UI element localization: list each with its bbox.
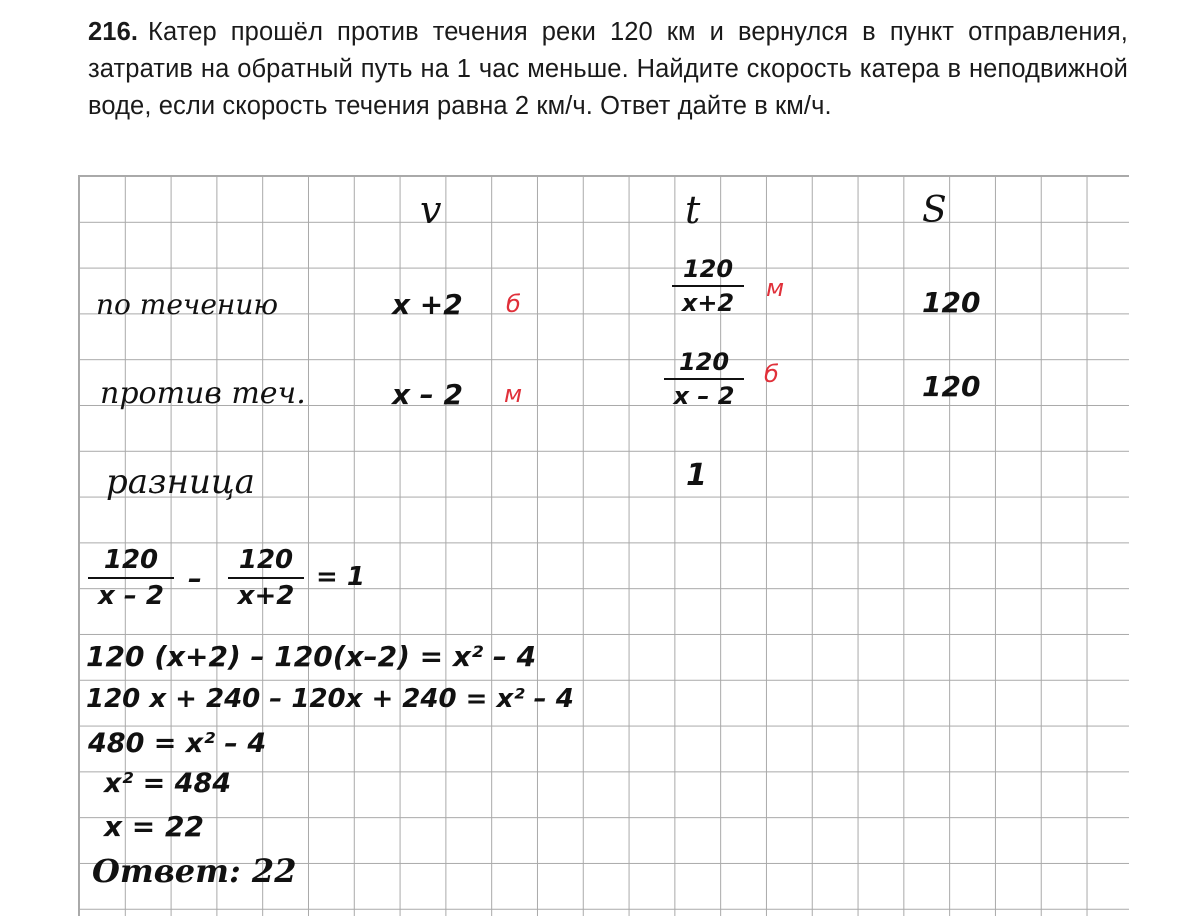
solution-line-4: 480 = x² – 4 xyxy=(88,728,267,759)
fraction-bar xyxy=(88,577,174,579)
eq1-minus: – xyxy=(188,562,202,595)
row1-t-denominator: x+2 xyxy=(681,289,735,317)
problem-number: 216. xyxy=(88,18,139,46)
solution-answer: Ответ: 22 xyxy=(92,852,297,890)
row1-v-mark: б xyxy=(506,290,521,318)
problem-text: Катер прошёл против течения реки 120 км и вернулся в пункт отправления, затратив на обратный путь на 1 час меньше. Найдите скорость катера в неподвижной воде, если скорость течения равна 2 км/ч. Ответ дайте в км/ч. xyxy=(88,18,1128,120)
fraction-bar xyxy=(228,577,304,579)
header-s: S xyxy=(922,190,947,231)
header-v: v xyxy=(420,188,442,232)
row2-t-denominator: x – 2 xyxy=(673,382,735,410)
row1-label: по течению xyxy=(96,288,279,321)
row2-label: против теч. xyxy=(100,376,306,411)
row1-s: 120 xyxy=(922,286,981,319)
row2-v: x – 2 xyxy=(392,378,464,411)
row2-s: 120 xyxy=(922,370,981,403)
eq1-rhs: = 1 xyxy=(316,562,365,592)
row1-t-fraction xyxy=(672,255,744,317)
row1-v: x +2 xyxy=(392,288,463,321)
fraction-bar xyxy=(672,285,744,287)
solution-line-3: 120 x + 240 – 120x + 240 = x² – 4 xyxy=(86,684,574,714)
row1-t-mark: м xyxy=(766,274,785,302)
eq1-f2-numerator: 120 xyxy=(238,545,294,575)
row2-t-mark: б xyxy=(764,360,779,388)
solution-line-2: 120 (x+2) – 120(x–2) = x² – 4 xyxy=(86,640,537,673)
eq1-fraction-2 xyxy=(228,545,304,611)
problem-statement xyxy=(88,14,1128,125)
row2-t-fraction xyxy=(664,348,744,410)
eq1-f1-numerator: 120 xyxy=(103,545,159,575)
row1-t-numerator: 120 xyxy=(682,255,734,283)
row2-v-mark: м xyxy=(504,380,523,408)
row3-t: 1 xyxy=(686,458,707,493)
row3-label: разница xyxy=(106,462,255,502)
solution-line-6: x = 22 xyxy=(104,810,204,843)
eq1-f1-denominator: x – 2 xyxy=(98,581,164,611)
eq1-fraction-1 xyxy=(88,545,174,611)
fraction-bar xyxy=(664,378,744,380)
row2-t-numerator: 120 xyxy=(678,348,730,376)
solution-line-5: x² = 484 xyxy=(104,768,232,799)
eq1-f2-denominator: x+2 xyxy=(237,581,295,611)
header-t: t xyxy=(685,188,701,232)
